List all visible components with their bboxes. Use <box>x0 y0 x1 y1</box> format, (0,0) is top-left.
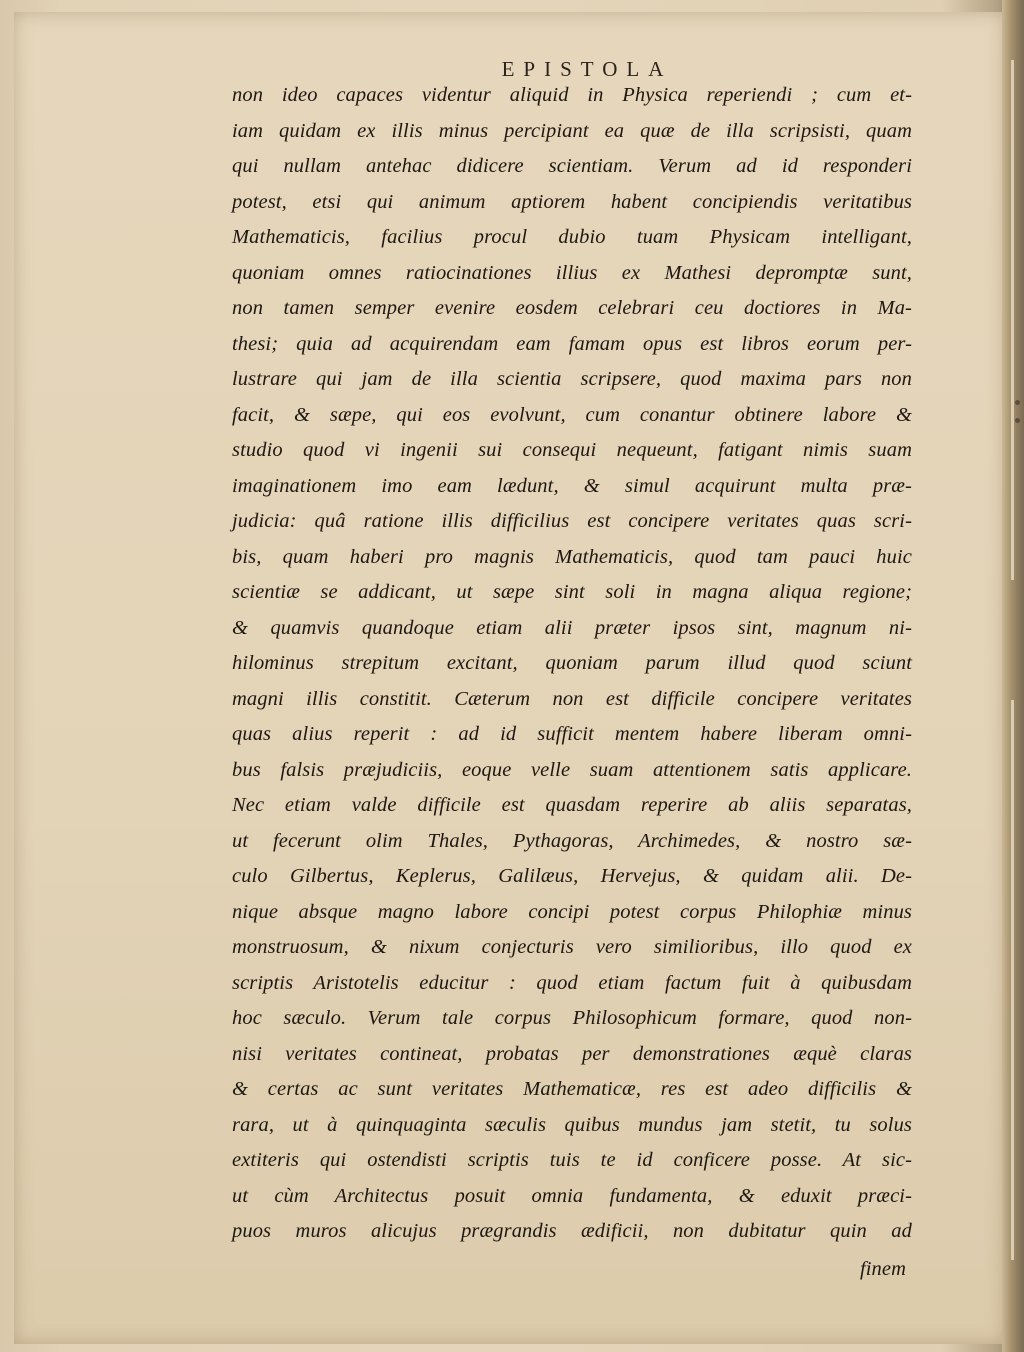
text-line: & quamvis quandoque etiam alii præter ipsos sint, magnum ni- <box>232 616 912 639</box>
text-line: extiteris qui ostendisti scriptis tuis te id conficere posse. At sic- <box>232 1149 912 1171</box>
text-line: & certas ac sunt veritates Mathematicæ, res est adeo difficilis & <box>232 1078 912 1100</box>
text-line: nique absque magno labore concipi potest corpus Philophiæ minus <box>232 900 912 923</box>
body-text <box>232 78 912 1287</box>
text-line: Nec etiam valde difficile est quasdam reperire ab aliis separatas, <box>232 794 912 816</box>
text-line: imaginationem imo eam lædunt, & simul acquirunt multa præ- <box>232 474 912 497</box>
edge-sliver <box>1011 60 1014 580</box>
text-line: bis, quam haberi pro magnis Mathematicis, quod tam pauci huic <box>232 545 912 568</box>
text-line: scriptis Aristotelis educitur : quod etiam factum fuit à quibusdam <box>232 971 912 994</box>
text-line: monstruosum, & nixum conjecturis vero similioribus, illo quod ex <box>232 936 912 958</box>
catchword: finem <box>859 1257 906 1280</box>
text-line: hilominus strepitum excitant, quoniam parum illud quod sciunt <box>232 652 912 674</box>
text-line: potest, etsi qui animum aptiorem habent concipiendis veritatibus <box>232 190 912 213</box>
text-line: studio quod vi ingenii sui consequi nequeunt, fatigant nimis suam <box>232 439 912 461</box>
text-line: culo Gilbertus, Keplerus, Galilæus, Hervejus, & quidam alii. De- <box>232 865 912 887</box>
margin-dot <box>1015 418 1020 423</box>
text-line: Mathematicis, facilius procul dubio tuam Physicam intelligant, <box>232 226 912 248</box>
text-line: hoc sæculo. Verum tale corpus Philosophicum formare, quod non- <box>232 1007 912 1029</box>
text-line: ut fecerunt olim Thales, Pythagoras, Archimedes, & nostro sæ- <box>232 829 912 852</box>
text-line: qui nullam antehac didicere scientiam. Verum ad id responderi <box>232 155 912 177</box>
text-line: non tamen semper evenire eosdem celebrari ceu doctiores in Ma- <box>232 297 912 319</box>
text-line: non ideo capaces videntur aliquid in Physica reperiendi ; cum et- <box>232 84 912 106</box>
text-line: lustrare qui jam de illa scientia scripsere, quod maxima pars non <box>232 368 912 390</box>
text-line: judicia: quâ ratione illis difficilius est concipere veritates quas scri- <box>232 510 912 532</box>
running-header-title: EPISTOLA <box>501 57 673 81</box>
text-line: bus falsis præjudiciis, eoque velle suam attentionem satis applicare. <box>232 758 912 781</box>
text-line: facit, & sæpe, qui eos evolvunt, cum conantur obtinere labore & <box>232 403 912 426</box>
margin-dot <box>1015 400 1020 405</box>
text-line: iam quidam ex illis minus percipiant ea quæ de illa scripsisti, quam <box>232 119 912 142</box>
text-line: ut cùm Architectus posuit omnia fundamenta, & eduxit præci- <box>232 1184 912 1207</box>
text-line: puos muros alicujus prægrandis ædificii, non dubitatur quin ad <box>232 1220 912 1242</box>
text-line: thesi; quia ad acquirendam eam famam opus est libros eorum per- <box>232 332 912 355</box>
text-line: nisi veritates contineat, probatas per demonstrationes æquè claras <box>232 1042 912 1065</box>
text-line: scientiæ se addicant, ut sæpe sint soli in magna aliqua regione; <box>232 581 912 603</box>
text-line: quas alius reperit : ad id sufficit mentem habere liberam omni- <box>232 723 912 745</box>
text-line: rara, ut à quinquaginta sæculis quibus mundus jam stetit, tu solus <box>232 1113 912 1136</box>
page-edge <box>1002 0 1024 1352</box>
text-line: magni illis constitit. Cæterum non est difficile concipere veritates <box>232 687 912 710</box>
edge-sliver <box>1011 700 1014 1260</box>
text-line: quoniam omnes ratiocinationes illius ex Mathesi depromptæ sunt, <box>232 261 912 284</box>
